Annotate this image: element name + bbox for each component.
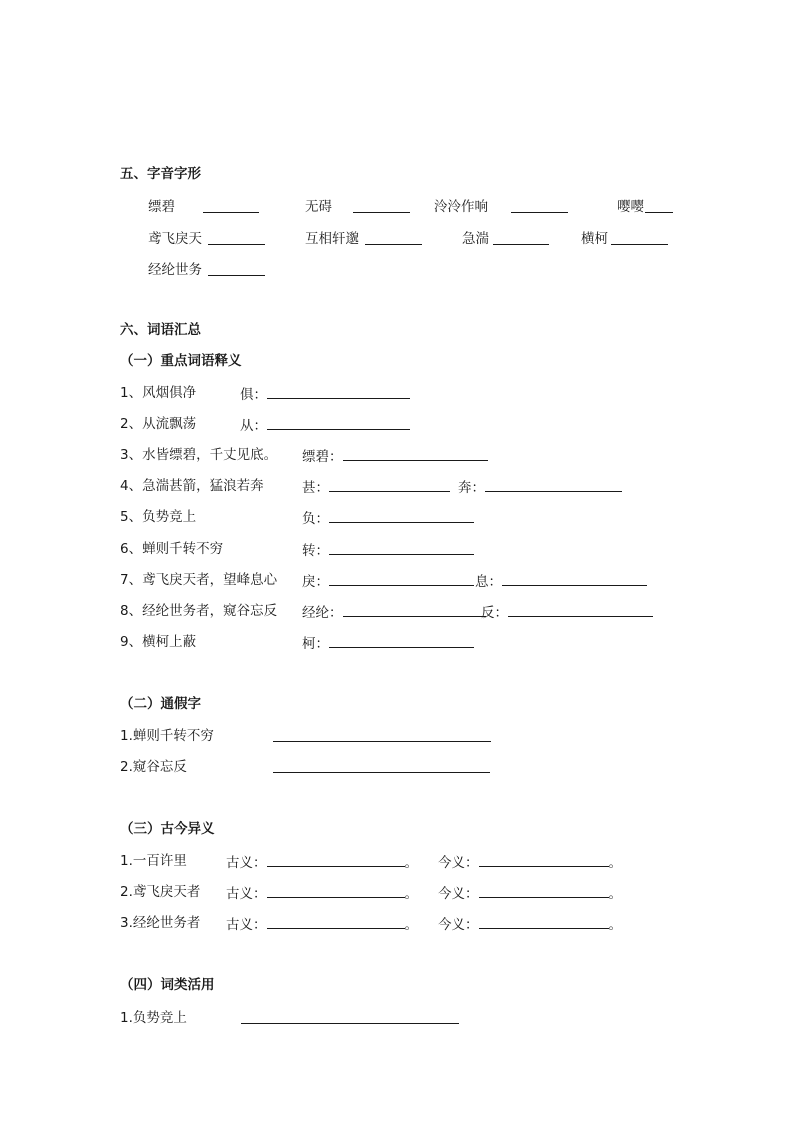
item-phrase: 经纶世务者 [132,915,201,931]
key-word: 负： [302,511,329,527]
item-phrase: 蝉则千转不穷 [142,541,224,557]
section-6-title: 六、词语汇总 [120,322,201,338]
key-word: 缥碧： [302,449,343,465]
list-item [120,477,264,495]
list-item [120,727,214,745]
ancient-meaning-label: 古义： [226,855,267,871]
period: 。 [608,855,622,871]
subsection-2-title: （二）通假字 [120,696,201,712]
period: 。 [608,917,622,933]
answer-blank[interactable] [203,198,259,218]
answer-field[interactable] [458,477,622,497]
word-item: 泠泠作响 [434,199,488,215]
answer-field[interactable] [226,852,418,872]
answer-blank[interactable] [611,230,668,250]
modern-meaning-label: 今义： [438,886,479,902]
item-phrase: 负势竞上 [132,1010,187,1026]
subsection-1-title: （一）重点词语释义 [120,353,242,369]
list-item [120,508,196,526]
key-word: 戾： [302,574,329,590]
list-item [120,540,223,558]
answer-field[interactable] [302,477,450,497]
item-phrase: 急湍甚箭，猛浪若奔 [142,478,264,494]
item-number: 8、 [120,603,143,619]
answer-blank[interactable] [208,230,265,250]
item-phrase: 鸢飞戾天者 [132,884,201,900]
answer-field[interactable] [481,602,653,622]
item-phrase: 窥谷忘反 [132,759,187,775]
answer-field[interactable] [226,914,418,934]
answer-field[interactable] [302,633,474,653]
answer-field[interactable] [240,384,410,404]
answer-blank[interactable] [273,758,490,778]
list-item [120,914,200,932]
answer-field[interactable] [438,914,622,934]
item-number: 1. [120,728,133,744]
period: 。 [404,855,418,871]
word-item: 横柯 [581,231,608,247]
answer-blank[interactable] [241,1009,459,1029]
item-number: 2. [120,884,133,900]
list-item [120,883,200,901]
word-item: 经纶世务 [148,262,202,278]
answer-field[interactable] [240,415,410,435]
word-item: 互相轩邈 [305,231,359,247]
modern-meaning-label: 今义： [438,917,479,933]
key-word: 柯： [302,636,329,652]
key-word: 经纶： [302,605,343,621]
list-item [120,571,277,589]
item-number: 3. [120,915,133,931]
word-item: 缥碧 [148,199,175,215]
key-word: 奔： [458,480,485,496]
item-phrase: 水皆缥碧，千丈见底。 [142,447,278,463]
item-number: 9、 [120,634,143,650]
list-item [120,633,196,651]
answer-field[interactable] [302,602,486,622]
answer-blank[interactable] [208,261,265,281]
key-word: 反： [481,605,508,621]
item-number: 2、 [120,416,143,432]
answer-field[interactable] [226,883,418,903]
subsection-3-title: （三）古今异义 [120,821,215,837]
word-item: 鸢飞戾天 [148,231,202,247]
item-phrase: 蝉则千转不穷 [132,728,214,744]
key-word: 俱： [240,387,267,403]
key-word: 从： [240,418,267,434]
section-5-title: 五、字音字形 [120,166,201,182]
ancient-meaning-label: 古义： [226,917,267,933]
period: 。 [404,917,418,933]
item-phrase: 从流飘荡 [142,416,197,432]
answer-blank[interactable] [353,198,410,218]
item-number: 1. [120,1010,133,1026]
answer-blank[interactable] [645,198,673,218]
answer-field[interactable] [302,571,474,591]
subsection-4-title: （四）词类活用 [120,977,215,993]
key-word: 转： [302,543,329,559]
item-number: 1、 [120,385,143,401]
answer-blank[interactable] [365,230,422,250]
word-item: 嘤嘤 [617,199,644,215]
item-phrase: 负势竞上 [142,509,197,525]
item-number: 3、 [120,447,143,463]
list-item [120,446,277,464]
item-phrase: 横柯上蔽 [142,634,197,650]
list-item [120,384,196,402]
word-item: 无碍 [305,199,332,215]
key-word: 甚： [302,480,329,496]
item-phrase: 一百许里 [132,853,187,869]
answer-field[interactable] [302,446,488,466]
list-item [120,852,187,870]
answer-blank[interactable] [493,230,549,250]
word-item: 急湍 [462,231,489,247]
item-number: 7、 [120,572,143,588]
answer-field[interactable] [438,852,622,872]
item-phrase: 风烟俱净 [142,385,197,401]
answer-blank[interactable] [273,727,491,747]
item-number: 5、 [120,509,143,525]
item-phrase: 鸢飞戾天者，望峰息心 [142,572,278,588]
period: 。 [404,886,418,902]
ancient-meaning-label: 古义： [226,886,267,902]
item-number: 6、 [120,541,143,557]
list-item [120,1009,187,1027]
answer-field[interactable] [302,508,474,528]
answer-field[interactable] [475,571,647,591]
modern-meaning-label: 今义： [438,855,479,871]
list-item [120,415,196,433]
list-item [120,602,277,620]
item-phrase: 经纶世务者，窥谷忘反 [142,603,278,619]
answer-field[interactable] [438,883,622,903]
period: 。 [608,886,622,902]
item-number: 2. [120,759,133,775]
answer-field[interactable] [302,540,474,560]
answer-blank[interactable] [511,198,568,218]
list-item [120,758,187,776]
item-number: 4、 [120,478,143,494]
key-word: 息： [475,574,502,590]
item-number: 1. [120,853,133,869]
